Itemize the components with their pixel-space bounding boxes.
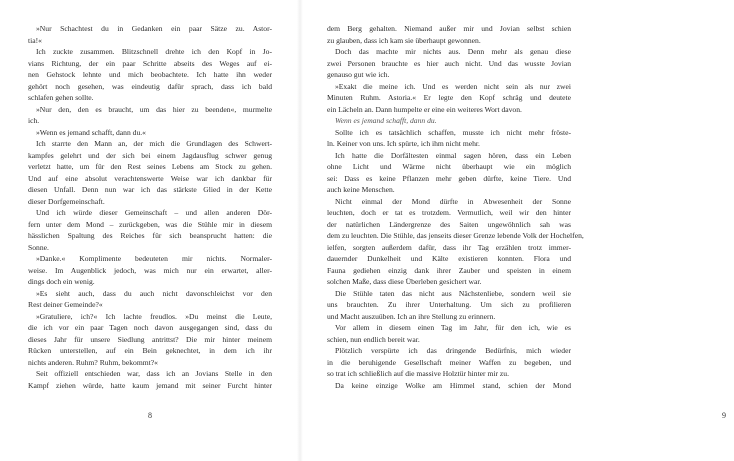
text-line: die ich vor ein paar Tagen noch davon ausgegangen sind, dass du <box>28 323 272 332</box>
text-line: hässlichen Spaltung des Reiches für sich beansprucht hatten: die <box>28 231 272 240</box>
text-line: uns brauchten. Zu ihrer Unterhaltung. Um sich zu profilieren <box>327 300 571 309</box>
text-line: Plötzlich verspürte ich das dringende Bedürfnis, mich wieder <box>335 346 571 355</box>
text-line: Sollte ich es tatsächlich schaffen, musste ich nicht mehr fröste- <box>335 127 571 137</box>
text-line: Seit offiziell entschieden war, dass ich an Jovians Stelle in den <box>36 369 272 378</box>
text-line: auch keine Menschen. <box>327 185 395 194</box>
text-line: dings doch ein wenig. <box>28 277 95 286</box>
text-line: »Es sieht auch, dass du auch nicht davonschleichst vor den <box>36 288 272 298</box>
text-line: kampfes gelehrt und der sich bei einem Jagdausflug schwer genug <box>28 150 272 160</box>
text-line: dem zu leuchten. Die Stühle, das jenseits dieser Grenze lebende Volk der Hochelfen, <box>327 231 584 240</box>
text-line: vians Richtung, der ein paar Schritte abseits des Weges auf ei- <box>28 58 272 68</box>
text-line: dem Berg gehalten. Niemand außer mir und Jovian selbst schien <box>327 24 571 33</box>
text-line: »Nur den, den es braucht, um das hier zu beenden«, murmelte <box>36 104 272 114</box>
text-line: Ich zuckte zusammen. Blitzschnell drehte ich den Kopf in Jo- <box>36 47 272 56</box>
text-line: ielfen, sorgten außerdem dafür, dass ihr Tag erzählen trotz immer- <box>327 242 571 252</box>
text-line: und Macht auszuüben. Ich an ihre Stellung zu erinnern. <box>327 311 496 321</box>
page-number-right: 9 <box>722 411 726 420</box>
text-line: ln. Keiner von uns. Ich spürte, ich ihm nicht mehr. <box>327 139 480 148</box>
text-line: dauernder Dunkelheit und Kälte existieren konnten. Flora und <box>327 254 571 263</box>
text-line: ein Lächeln an. Dann humpelte er eine ein weiteres Wort davon. <box>327 104 522 114</box>
text-line: Nicht einmal der Mond dürfte in Abwesenheit der Sonne <box>335 196 571 206</box>
text-line: Minuten Ruhm. Astoria.« Er legte den Kopf schräg und deutete <box>327 93 571 102</box>
text-line: Wenn es jemand schafft, dann du. <box>335 116 437 125</box>
left-page-text <box>28 23 272 391</box>
text-line: Vor allem in diesem einen Tag im Jahr, für den ich, wie es <box>335 323 571 332</box>
text-line: diesen Unfall. Denn nun war ich das stärkste Glied in der Kette <box>28 185 272 194</box>
right-page-text <box>327 23 584 391</box>
text-line: gehört noch gesehen, was eindeutig dafür sprach, dass ich bald <box>28 81 272 91</box>
book-gutter <box>297 0 303 461</box>
text-line: der natürlichen Ländergrenze des Saiten ungewöhnlich sah was <box>327 219 571 229</box>
text-line: »Wenn es jemand schafft, dann du.« <box>36 127 146 137</box>
text-line: »Gratuliere, ich?« Ich lachte freudlos. »Du meinst die Leute, <box>36 311 272 321</box>
text-line: leuchten, doch er tat es trotzdem. Vermutlich, weil wir den hinter <box>327 208 571 217</box>
text-line: schien, nun endlich bereit war. <box>327 334 420 344</box>
text-line: Und ich würde dieser Gemeinschaft – und allen anderen Dör- <box>36 208 272 217</box>
text-line: genauso gut wie ich. <box>327 70 390 79</box>
text-line: Rücken unterstellen, auf ein Bein geknechtet, in dem ich ihr <box>28 346 272 355</box>
text-line: Rest deiner Gemeinde?« <box>28 300 103 309</box>
text-line: Und auf eine absolut verachtenswerte Weise war ich dankbar für <box>28 173 272 183</box>
text-line: Die Stühle taten das nicht aus Nächstenliebe, sondern weil sie <box>335 288 571 298</box>
text-line: sei: Dass es keine Pflanzen mehr geben dürfte, keine Tiere. Und <box>327 173 571 183</box>
text-line: »Danke.« Komplimente bedeuteten mir nichts. Normaler- <box>36 254 272 263</box>
text-line: »Nur Schachtest du in Gedanken ein paar Sätze zu. Astor- <box>36 24 272 33</box>
text-line: nen Gehstock lehnte und mich beobachtete. Ich hatte ihn weder <box>28 70 272 79</box>
text-line: Ich starrte den Mann an, der mich die Grundlagen des Schwert- <box>36 139 272 148</box>
text-line: »Exakt die meine ich. Und es werden nicht sein als nur zwei <box>335 81 571 91</box>
page-number-left: 8 <box>148 411 152 420</box>
text-line: Sonne. <box>28 242 49 252</box>
text-line: Da keine einzige Wolke am Himmel stand, schien der Mond <box>335 380 571 390</box>
text-line: nichts anderen. Ruhm? Ruhm, bekommt?« <box>28 357 158 367</box>
text-line: Doch das machte mir nichts aus. Denn mehr als genau diese <box>335 47 571 56</box>
text-line: weise. Im Augenblick jedoch, was mich nur ein erwartet, aller- <box>28 265 272 275</box>
text-line: dieser Dorfgemeinschaft. <box>28 196 105 206</box>
text-line: ich. <box>28 116 40 125</box>
text-line: solchen Maße, dass diese Überleben gesichert war. <box>327 277 482 286</box>
text-line: Kampf ziehen würde, hatte kaum jemand mit seiner Furcht hinter <box>28 380 272 390</box>
text-line: Fauna gediehen einzig dank ihrer Zauber und speisten in einem <box>327 265 571 275</box>
text-line: in die beruhigende Gesellschaft meiner Waffen zu begeben, und <box>327 357 571 367</box>
text-line: ohne Licht und Wärme nicht überhaupt wie ein möglich <box>327 162 571 171</box>
text-line: verletzt hatte, um für den Rest seines Lebens am Stock zu gehen. <box>28 162 272 171</box>
text-line: Ich hatte die Dorfältesten einmal sagen hören, dass ein Leben <box>335 150 571 160</box>
text-line: zu glauben, dass ich kam sie überhaupt gewonnen. <box>327 35 481 45</box>
text-line: tia!« <box>28 35 42 45</box>
text-line: fern unter dem Mond – zurückgeben, was die Stühle mir in diesem <box>28 219 272 229</box>
text-line: dieses Jahr für unsere Siedlung antrittst? Die mir hinter meinem <box>28 334 272 344</box>
text-line: schlafen gehen sollte. <box>28 93 94 102</box>
text-line: so trat ich schließlich auf die massive Holztür hinter mir zu. <box>327 369 509 378</box>
text-line: zwei Personen brauchte es hier auch nicht. Und das wusste Jovian <box>327 58 571 68</box>
